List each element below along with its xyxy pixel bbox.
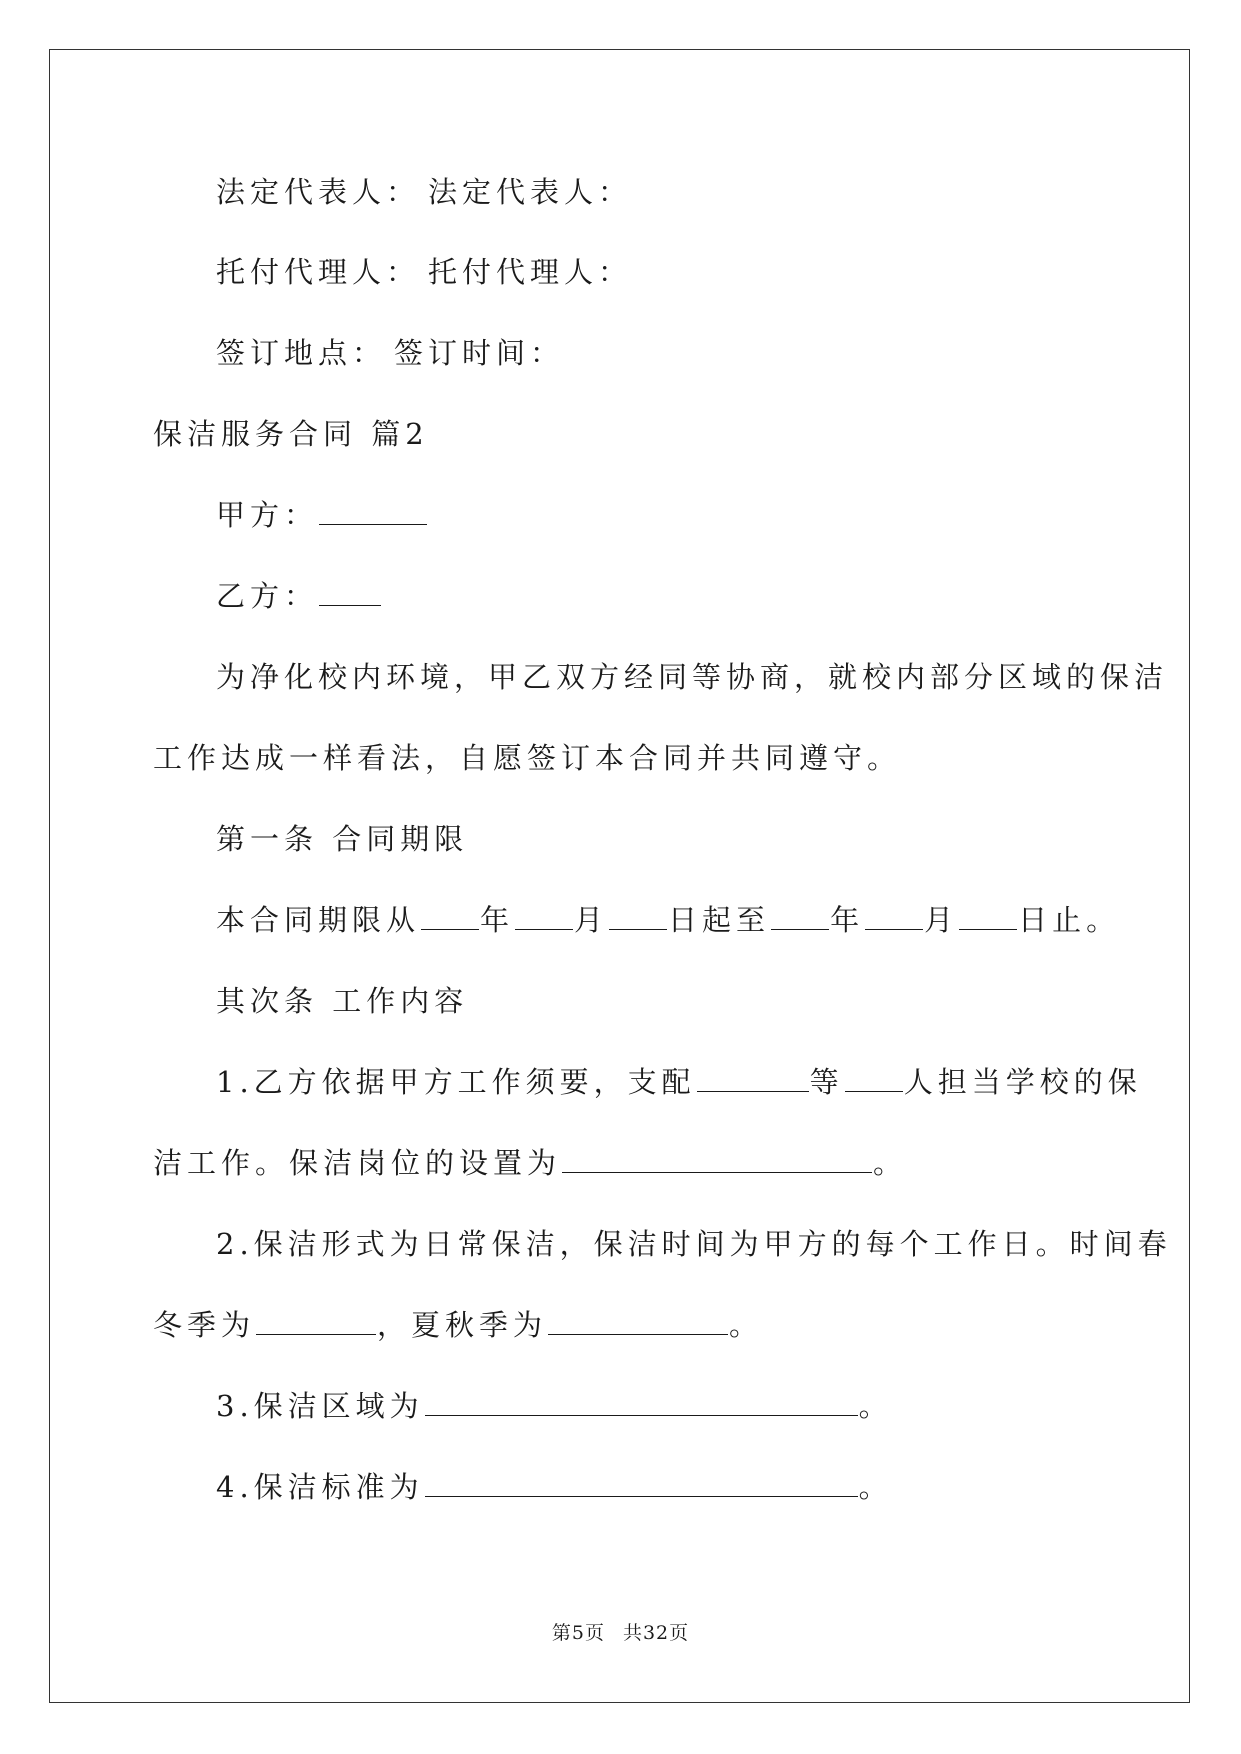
item2-line-1: 2.保洁形式为日常保洁，保洁时间为甲方的每个工作日。时间春 xyxy=(216,1227,1172,1261)
legal-rep-line xyxy=(216,172,632,212)
term-year-label: 年 xyxy=(480,903,515,937)
item1-text-b: 等 xyxy=(809,1065,844,1099)
legal-rep-label-b: 法定代表人： xyxy=(428,175,633,209)
agent-label-a: 托付代理人： xyxy=(216,255,421,289)
item4-standard-blank xyxy=(425,1470,858,1497)
item2-line-2 xyxy=(153,1305,763,1345)
term-month2-blank xyxy=(865,903,923,930)
item1-line-1 xyxy=(216,1062,1142,1102)
item1-line-2 xyxy=(153,1143,907,1183)
article-1-title: 第一条 合同期限 xyxy=(216,822,469,856)
term-year2-blank xyxy=(771,903,829,930)
party-b-line xyxy=(216,576,382,616)
item1-staff-blank xyxy=(697,1065,809,1092)
party-a-line xyxy=(216,495,428,535)
term-line xyxy=(216,900,1120,940)
term-year2-label: 年 xyxy=(830,903,865,937)
item4-text-a: 4.保洁标准为 xyxy=(216,1470,424,1504)
item4-text-b: 。 xyxy=(858,1470,893,1504)
sign-time-label: 签订时间： xyxy=(394,336,565,370)
term-day2-blank xyxy=(959,903,1017,930)
term-month-label: 月 xyxy=(574,903,609,937)
intro-line-2: 工作达成一样看法，自愿签订本合同并共同遵守。 xyxy=(153,741,902,775)
page-footer xyxy=(0,1618,1241,1645)
item1-post-blank xyxy=(562,1146,872,1173)
section-title: 保洁服务合同 篇2 xyxy=(153,417,429,451)
term-day-blank xyxy=(609,903,667,930)
item3-text-a: 3.保洁区域为 xyxy=(216,1389,424,1423)
item3-line xyxy=(216,1386,893,1426)
term-year-blank xyxy=(421,903,479,930)
party-a-blank xyxy=(319,498,427,525)
party-b-blank xyxy=(319,579,381,606)
term-month2-label: 月 xyxy=(924,903,959,937)
page-border xyxy=(49,49,1190,1703)
party-b-label: 乙方： xyxy=(216,579,319,613)
item1-text-c: 人担当学校的保 xyxy=(903,1065,1142,1099)
legal-rep-label-a: 法定代表人： xyxy=(216,175,421,209)
intro-line-1: 为净化校内环境，甲乙双方经同等协商，就校内部分区域的保洁 xyxy=(216,660,1169,694)
item1-text-d: 洁工作。保洁岗位的设置为 xyxy=(153,1146,562,1180)
term-day-end-label: 日止。 xyxy=(1018,903,1121,937)
item3-text-b: 。 xyxy=(858,1389,893,1423)
item2-text-d: 。 xyxy=(729,1308,764,1342)
term-day-from-label: 日起至 xyxy=(668,903,771,937)
page-total: 共32页 xyxy=(622,1622,690,1644)
item1-text-e: 。 xyxy=(873,1146,908,1180)
item1-text-a: 1.乙方依据甲方工作须要，支配 xyxy=(216,1065,696,1099)
item2-text-b: 冬季为 xyxy=(153,1308,256,1342)
item2-winter-blank xyxy=(256,1308,376,1335)
article-2-title: 其次条 工作内容 xyxy=(216,984,469,1018)
page-number: 第5页 xyxy=(551,1622,605,1644)
item2-summer-blank xyxy=(548,1308,728,1335)
item2-text-c: ，夏秋季为 xyxy=(377,1308,548,1342)
sign-place-label: 签订地点： xyxy=(216,336,387,370)
agent-label-b: 托付代理人： xyxy=(428,255,633,289)
party-a-label: 甲方： xyxy=(216,498,319,532)
item1-count-blank xyxy=(845,1065,903,1092)
sign-line xyxy=(216,333,564,373)
item4-line xyxy=(216,1467,893,1507)
term-prefix: 本合同期限从 xyxy=(216,903,421,937)
item3-area-blank xyxy=(425,1389,858,1416)
term-month-blank xyxy=(515,903,573,930)
agent-line xyxy=(216,252,632,292)
